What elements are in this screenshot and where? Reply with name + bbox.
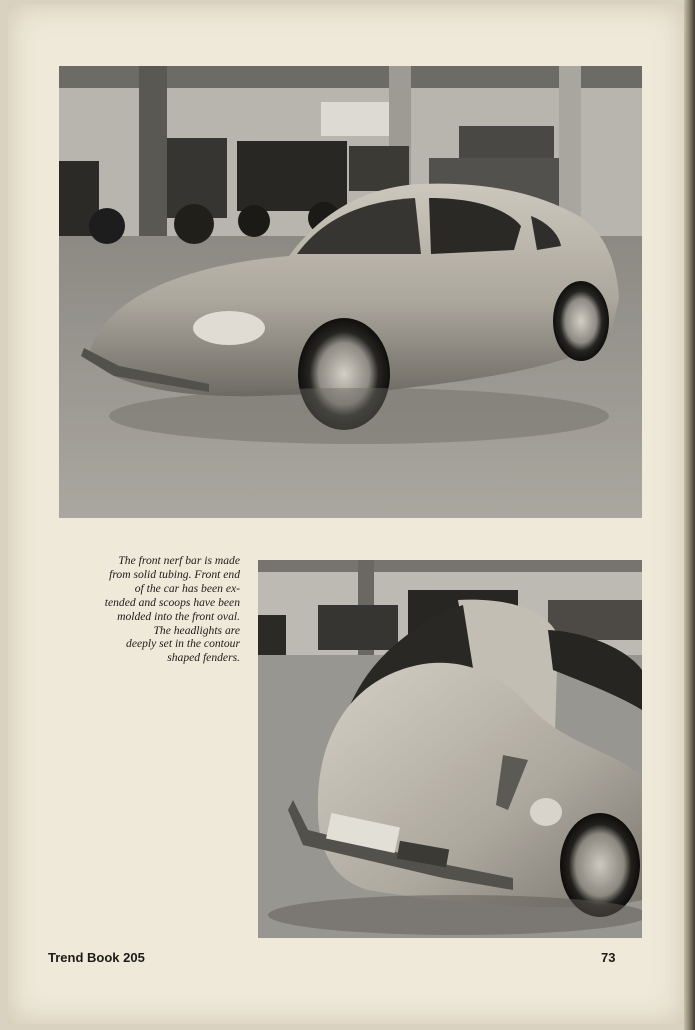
publication-title: Trend Book 205 [48, 950, 145, 965]
caption-line: tended and scoops have been [104, 595, 240, 609]
photo-rear-view [258, 560, 642, 938]
caption-line: The headlights are [153, 623, 240, 637]
photo-front-illustration [59, 66, 642, 518]
caption-line: molded into the front oval. [117, 609, 240, 623]
page-number: 73 [601, 950, 616, 965]
photo-front-three-quarter [59, 66, 642, 518]
caption-line: The front nerf bar is made [118, 554, 240, 567]
photo-caption [52, 554, 240, 665]
photo-rear-illustration [258, 560, 642, 938]
caption-line: of the car has been ex- [134, 581, 240, 595]
caption-line: deeply set in the contour [126, 637, 240, 651]
caption-line: shaped fenders. [167, 651, 240, 665]
page-edge [684, 0, 695, 1030]
caption-line: from solid tubing. Front end [109, 567, 240, 581]
